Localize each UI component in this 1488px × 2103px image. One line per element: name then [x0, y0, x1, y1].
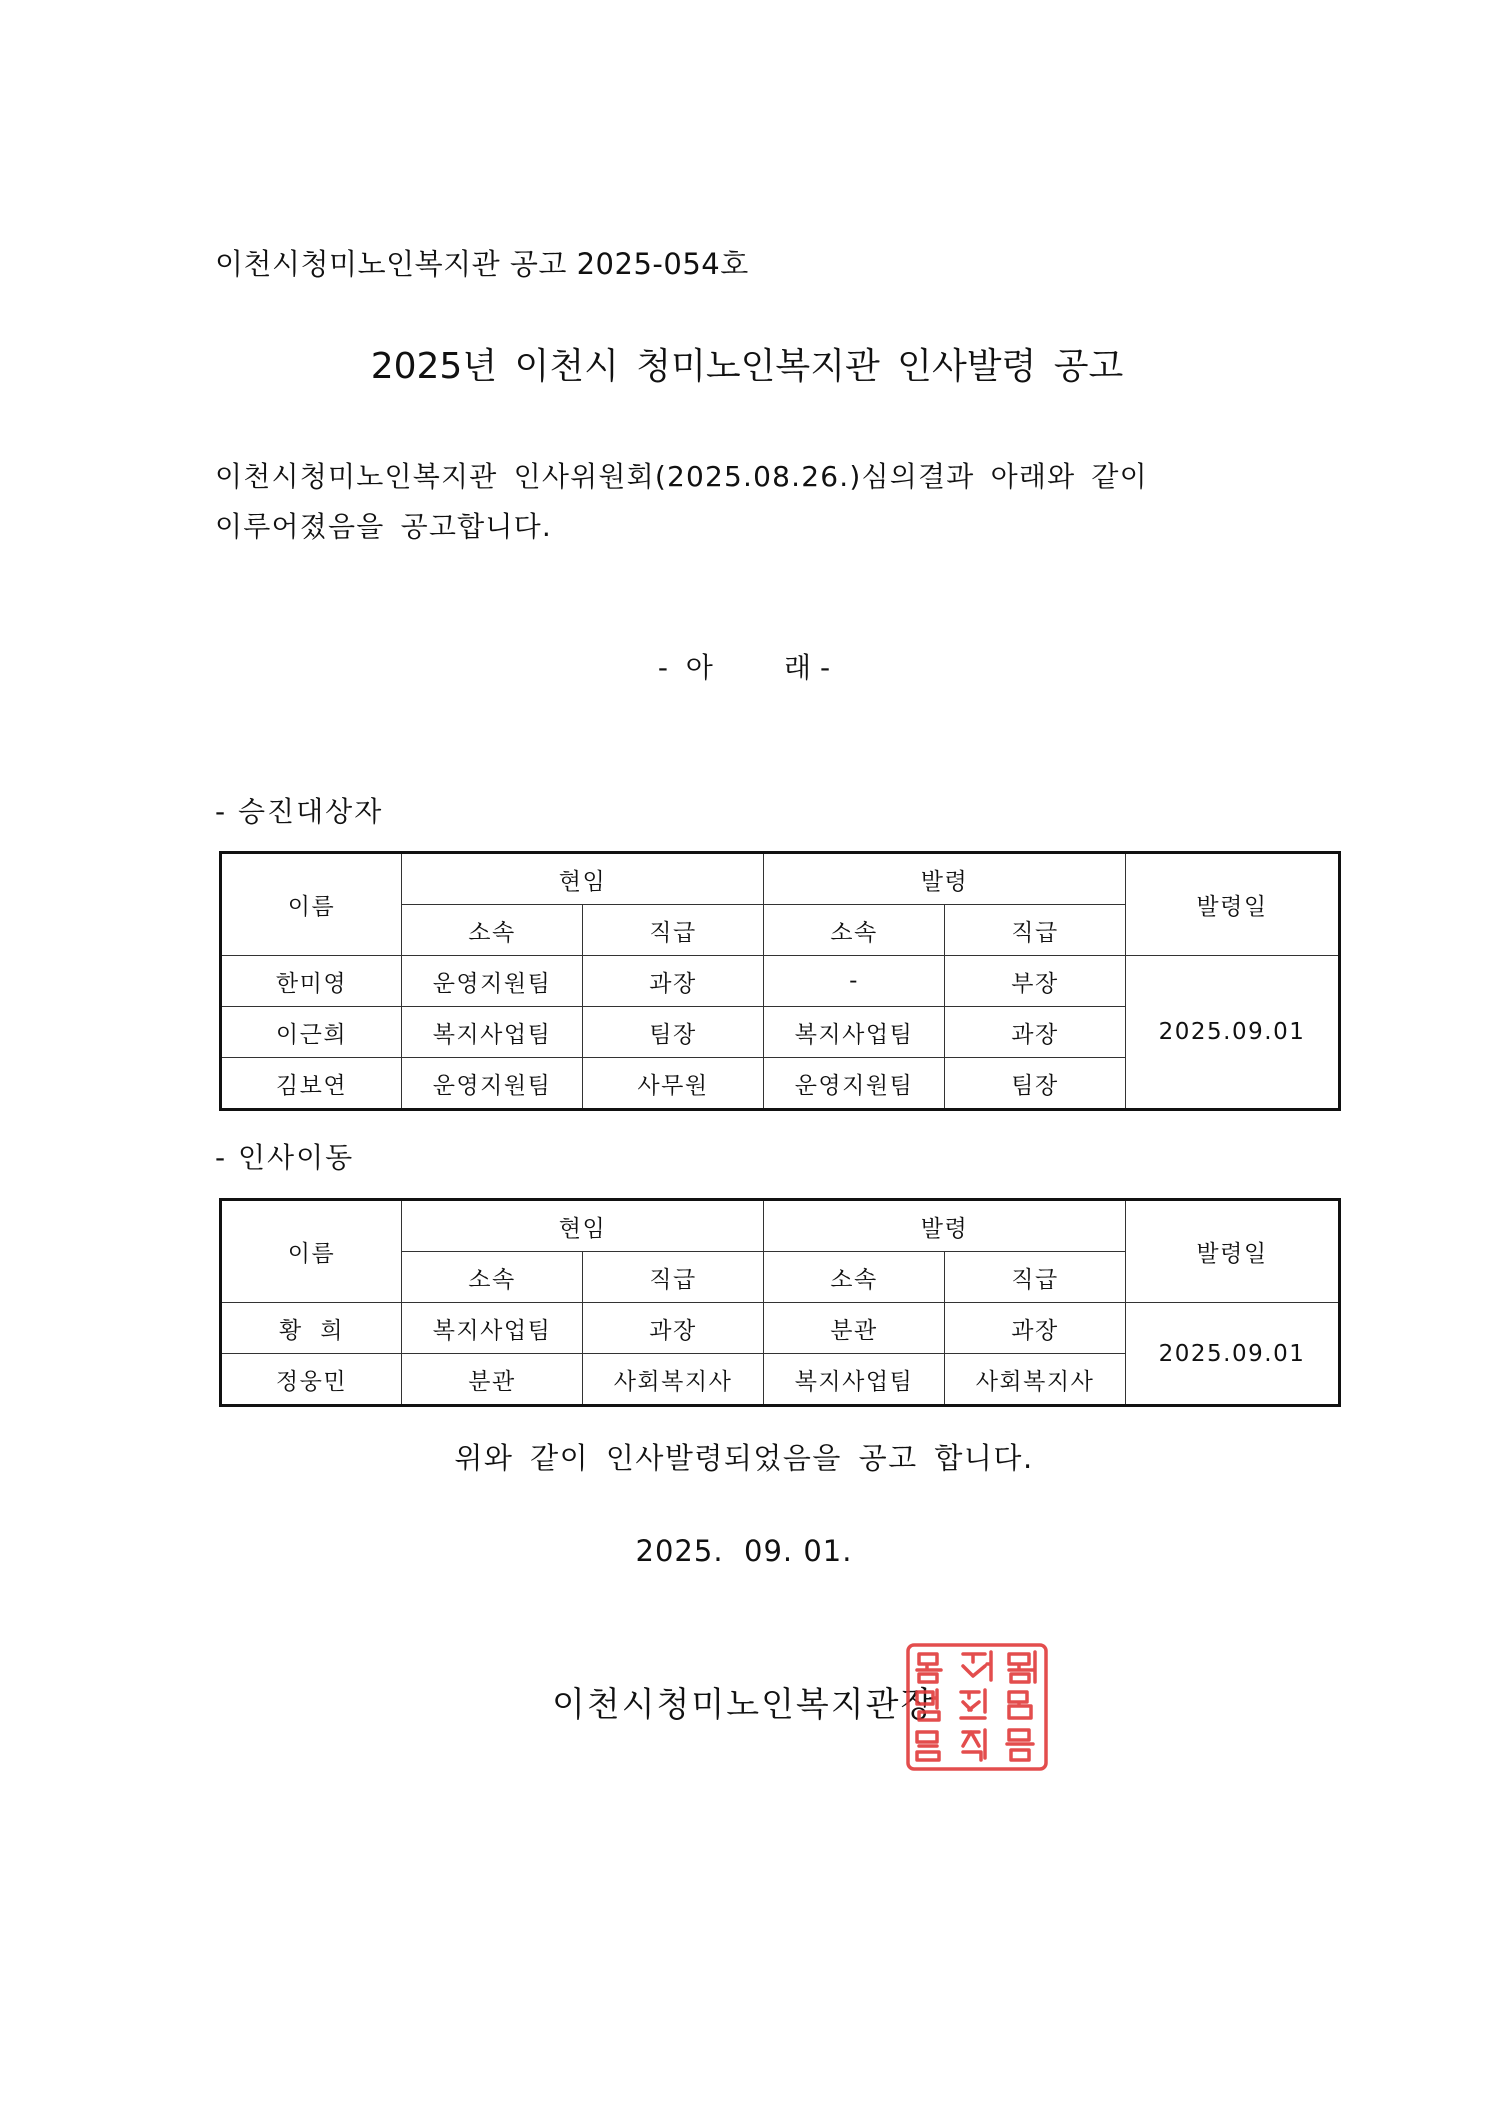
cell-current-rank: 팀장 [583, 1007, 764, 1058]
cell-new-rank: 사회복지사 [945, 1354, 1126, 1406]
header-new-affiliation: 소속 [764, 1252, 945, 1303]
cell-new-affiliation: 복지사업팀 [764, 1007, 945, 1058]
cell-new-rank: 과장 [945, 1303, 1126, 1354]
header-current-rank: 직급 [583, 905, 764, 956]
cell-effective-date: 2025.09.01 [1126, 956, 1340, 1110]
cell-name: 이근희 [221, 1007, 402, 1058]
cell-new-rank: 과장 [945, 1007, 1126, 1058]
cell-new-rank: 부장 [945, 956, 1126, 1007]
promotion-section-label: - 승진대상자 [215, 795, 384, 828]
header-current: 현임 [402, 853, 764, 905]
promotion-table [219, 851, 1341, 1111]
official-seal-stamp [905, 1642, 1049, 1772]
table-row [221, 1303, 1340, 1354]
signer-title: 이천시청미노인복지관장 [552, 1685, 936, 1725]
cell-current-affiliation: 복지사업팀 [402, 1303, 583, 1354]
header-new-rank: 직급 [945, 905, 1126, 956]
cell-new-affiliation: 복지사업팀 [764, 1354, 945, 1406]
transfer-table [219, 1198, 1341, 1407]
cell-current-affiliation: 운영지원팀 [402, 956, 583, 1007]
header-name: 이름 [221, 1200, 402, 1303]
header-current-rank: 직급 [583, 1252, 764, 1303]
header-effective-date: 발령일 [1126, 1200, 1340, 1303]
closing-statement: 위와 같이 인사발령되었음을 공고 합니다. [454, 1441, 1034, 1475]
cell-current-affiliation: 분관 [402, 1354, 583, 1406]
header-appointment: 발령 [764, 853, 1126, 905]
cell-name: 김보연 [221, 1058, 402, 1110]
header-effective-date: 발령일 [1126, 853, 1340, 956]
table-row [221, 956, 1340, 1007]
document-title: 2025년 이천시 청미노인복지관 인사발령 공고 [370, 346, 1124, 387]
cell-current-rank: 사회복지사 [583, 1354, 764, 1406]
document-number: 이천시청미노인복지관 공고 2025-054호 [215, 247, 749, 281]
cell-current-affiliation: 운영지원팀 [402, 1058, 583, 1110]
header-name: 이름 [221, 853, 402, 956]
cell-name: 정웅민 [221, 1354, 402, 1406]
announcement-date: 2025. 09. 01. [635, 1534, 853, 1568]
cell-current-affiliation: 복지사업팀 [402, 1007, 583, 1058]
intro-line-1: 이천시청미노인복지관 인사위원회(2025.08.26.)심의결과 아래와 같이 [215, 460, 1148, 493]
cell-new-affiliation: 운영지원팀 [764, 1058, 945, 1110]
intro-line-2: 이루어졌음을 공고합니다. [215, 510, 552, 543]
cell-name: 한미영 [221, 956, 402, 1007]
cell-new-rank: 팀장 [945, 1058, 1126, 1110]
cell-effective-date: 2025.09.01 [1126, 1303, 1340, 1406]
cell-current-rank: 과장 [583, 1303, 764, 1354]
cell-new-affiliation: - [764, 956, 945, 1007]
header-current-affiliation: 소속 [402, 1252, 583, 1303]
cell-name: 황 희 [221, 1303, 402, 1354]
transfer-section-label: - 인사이동 [215, 1141, 355, 1174]
below-heading: - 아 래 - [657, 651, 831, 684]
header-current: 현임 [402, 1200, 764, 1252]
header-current-affiliation: 소속 [402, 905, 583, 956]
intro-paragraph [215, 452, 1148, 552]
header-appointment: 발령 [764, 1200, 1126, 1252]
cell-new-affiliation: 분관 [764, 1303, 945, 1354]
cell-current-rank: 사무원 [583, 1058, 764, 1110]
cell-current-rank: 과장 [583, 956, 764, 1007]
header-new-rank: 직급 [945, 1252, 1126, 1303]
header-new-affiliation: 소속 [764, 905, 945, 956]
